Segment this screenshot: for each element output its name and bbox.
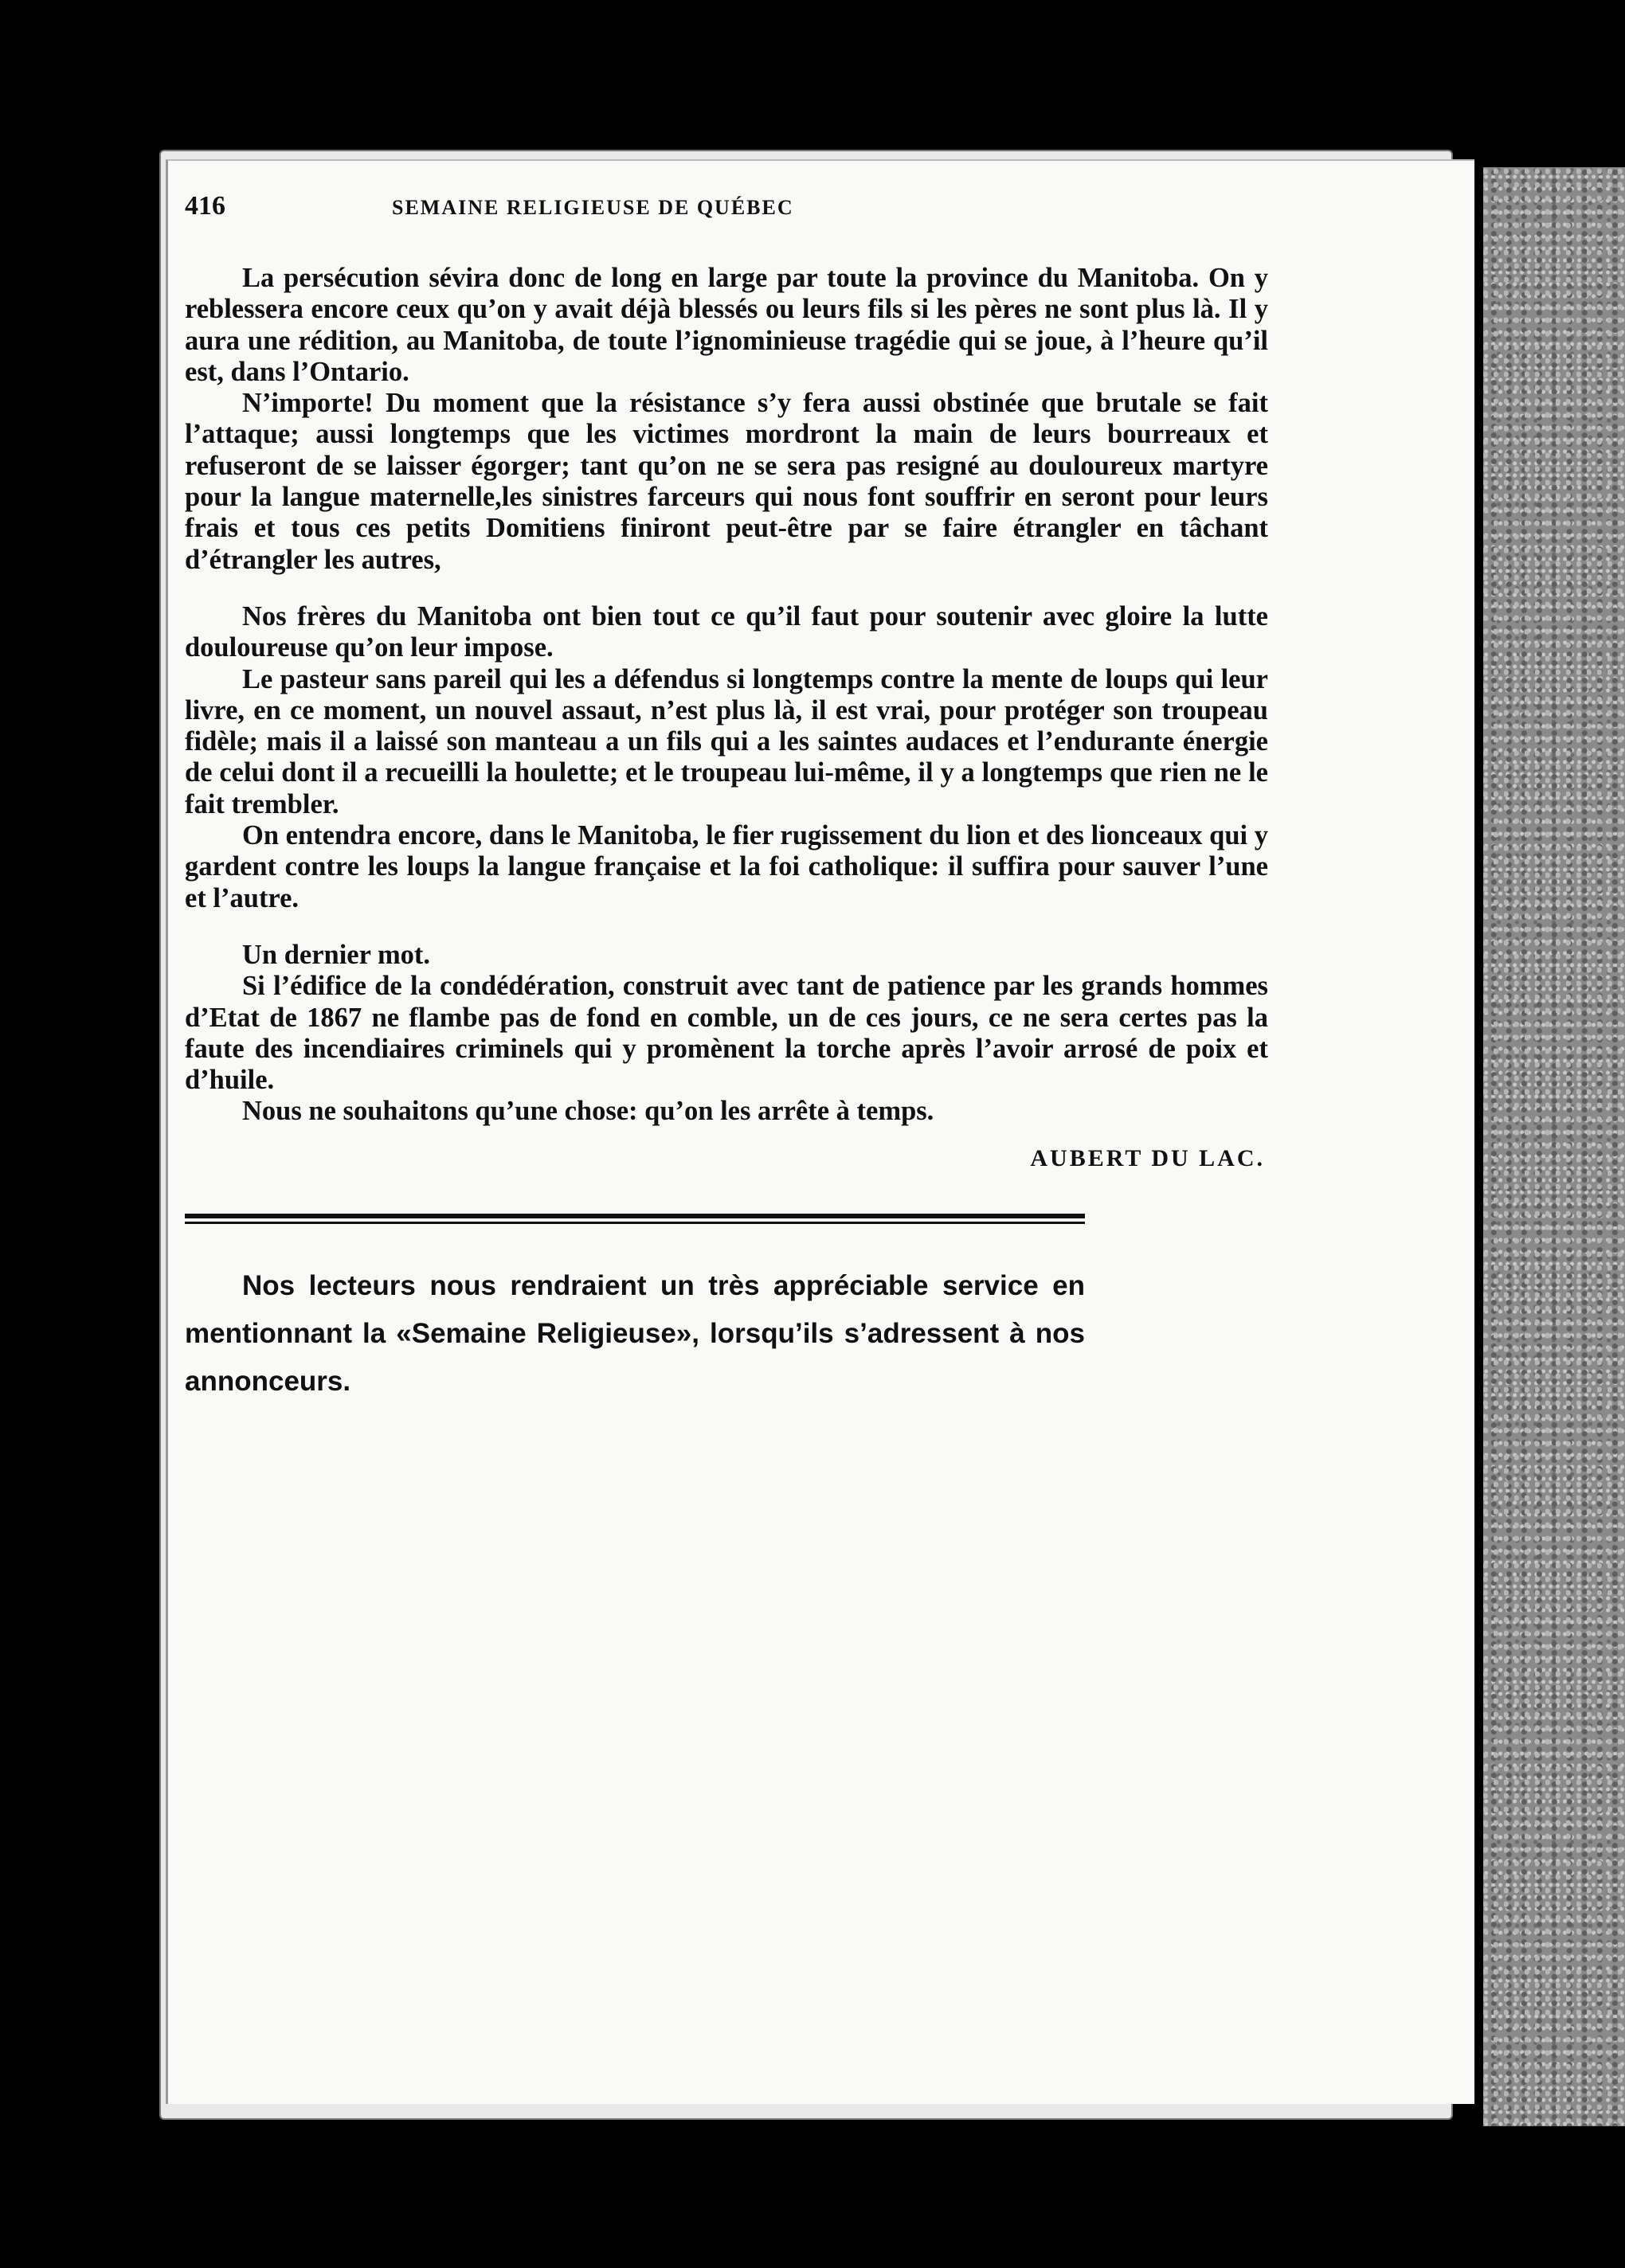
paragraph-6: Un dernier mot. [242, 939, 431, 970]
paragraph-8: Nous ne souhaitons qu’une chose: qu’on les arrête à temps. [242, 1096, 934, 1127]
paragraph-5: On entendra encore, dans le Manitoba, le fier rugissement du lion et des lionceaux qui y gardent contre les loups la langue française et la foi catholique: il suffira pour sauver l’une et l’autre. [185, 820, 1268, 913]
paragraph-3: Nos frères du Manitoba ont bien tout ce qu’il faut pour soutenir avec gloire la lutte douloureuse qu’on leur impose. [185, 600, 1268, 663]
publication-title: SEMAINE RELIGIEUSE DE QUÉBEC [392, 196, 794, 219]
page-content [185, 191, 1268, 1406]
paragraph-1: La persécution sévira donc de long en large par toute la province du Manitoba. On y reblessera encore ceux qu’on y avait déjà blessés ou leurs fils si les pères ne sont plus là. Il y aura une rédition, au Manitoba, de toute l’ignominieuse tragédie qui se joue, à l’heure qu’il est, dans l’Ontario. [185, 263, 1268, 387]
paragraph-2: N’importe! Du moment que la résistance s’y fera aussi obstinée que brutale se fait l’attaque; aussi longtemps que les victimes mordront la main de leurs bourreaux et refuseront de se laisser égorger; tant qu’on ne se sera pas resigné au douloureux martyre pour la langue maternelle,les sinistres farceurs qui nous font souffrir en seront pour leurs frais et tous ces petits Domitiens finiront peut-être par se faire étrangler en tâchant d’étrangler les autres, [185, 388, 1268, 575]
double-rule-divider [185, 1214, 1085, 1224]
paragraph-4: Le pasteur sans pareil qui les a défendus si longtemps contre la mente de loups qui leur livre, en ce moment, un nouvel assaut, n’est plus là, il est vrai, pour protéger son troupeau fidèle; mais il a laissé son manteau a un fils qui a les saintes audaces et l’endurante énergie de celui dont il a recueilli la houlette; et le troupeau lui-même, il y a longtemps que rien ne le fait trembler. [185, 663, 1268, 819]
author-signature: AUBERT DU LAC. [1030, 1144, 1265, 1171]
article-body [185, 263, 1268, 1128]
paragraph-7: Si l’édifice de la condédération, construit avec tant de patience par les grands hommes d’Etat de 1867 ne flambe pas de fond en comble, un de ces jours, ce ne sera certes pas la faute des incendiaires criminels qui y promènent la torche après l’avoir arrosé de poix et d’huile. [185, 971, 1268, 1096]
adjacent-page-edge [1483, 167, 1625, 2126]
running-header [185, 191, 1268, 239]
page-number: 416 [185, 191, 225, 221]
advertiser-notice: Nos lecteurs nous rendraient un très appréciable service en mentionnant la «Semaine Religieuse», lorsqu’ils s’adressent à nos annonceurs. [185, 1269, 1085, 1397]
